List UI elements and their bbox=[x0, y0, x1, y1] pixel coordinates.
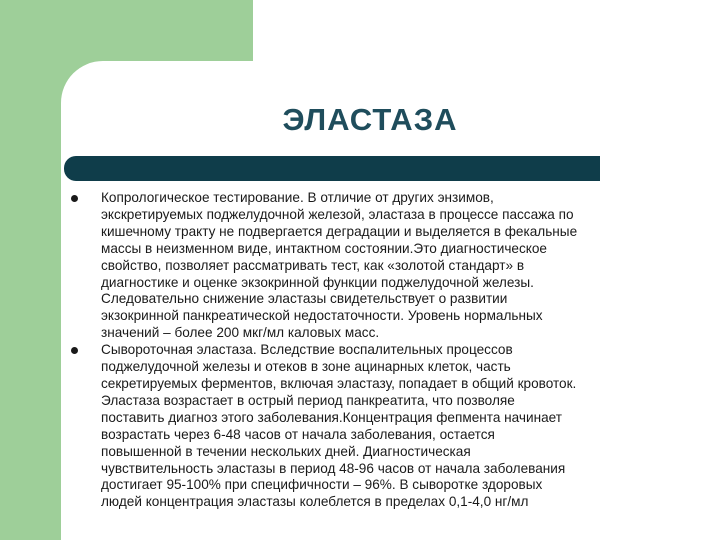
text-line: людей концентрация эластазы колеблется в пределах 0,1-4,0 нг/мл bbox=[101, 494, 529, 510]
text-line: массы в неизменном виде, интактном состоянии.Это диагностическое bbox=[101, 240, 547, 256]
text-line: экзокринной панкреатической недостаточности. Уровень нормальных bbox=[101, 308, 543, 324]
text-line: достигает 95-100% при специфичности – 96%. В сыворотке здоровых bbox=[101, 477, 543, 493]
text-line: значений – более 200 мкг/мл каловых масс. bbox=[101, 325, 380, 341]
bullet-item-coprological bbox=[70, 190, 670, 342]
text-line: повышенной в течении нескольких дней. Диагностическая bbox=[101, 443, 471, 459]
text-line: чувствительность эластазы в период 48-96 часов от начала заболевания bbox=[101, 460, 566, 476]
text-line: секретируемых ферментов, включая эластазу, попадает в общий кровоток. bbox=[101, 375, 577, 391]
bullet-text bbox=[101, 342, 670, 511]
bullet-dot-icon bbox=[71, 195, 78, 202]
text-line: Эластаза возрастает в острый период панкреатита, что позволяе bbox=[101, 392, 515, 408]
text-line: кишечному тракту не подвергается деградации и выделяется в фекальные bbox=[101, 223, 578, 239]
bullet-dot-icon bbox=[71, 347, 78, 354]
text-line: поджелудочной железы и отеков в зоне ацинарных клеток, часть bbox=[101, 359, 511, 375]
text-line: свойство, позволяет рассматривать тест, как «золотой стандарт» в bbox=[101, 257, 525, 273]
text-line: возрастать через 6-48 часов от начала заболевания, остается bbox=[101, 426, 495, 442]
text-line: Следовательно снижение эластазы свидетельствует о развитии bbox=[101, 291, 508, 307]
slide-title: ЭЛАСТАЗА bbox=[282, 102, 458, 137]
text-line: Сывороточная эластаза. Вследствие воспалительных процессов bbox=[101, 342, 513, 358]
bullet-text bbox=[101, 190, 670, 342]
text-line: экскретируемых поджелудочной железой, эластаза в процессе пассажа по bbox=[101, 206, 574, 222]
title-divider-bar bbox=[64, 156, 600, 181]
text-line: диагностике и оценке экзокринной функции поджелудочной железы. bbox=[101, 274, 534, 290]
text-line: поставить диагноз этого заболевания.Концентрация фепмента начинает bbox=[101, 409, 563, 425]
bullet-item-serum bbox=[70, 342, 670, 511]
bullet-list bbox=[70, 190, 670, 511]
text-line: Копрологическое тестирование. В отличие от других энзимов, bbox=[101, 190, 494, 205]
